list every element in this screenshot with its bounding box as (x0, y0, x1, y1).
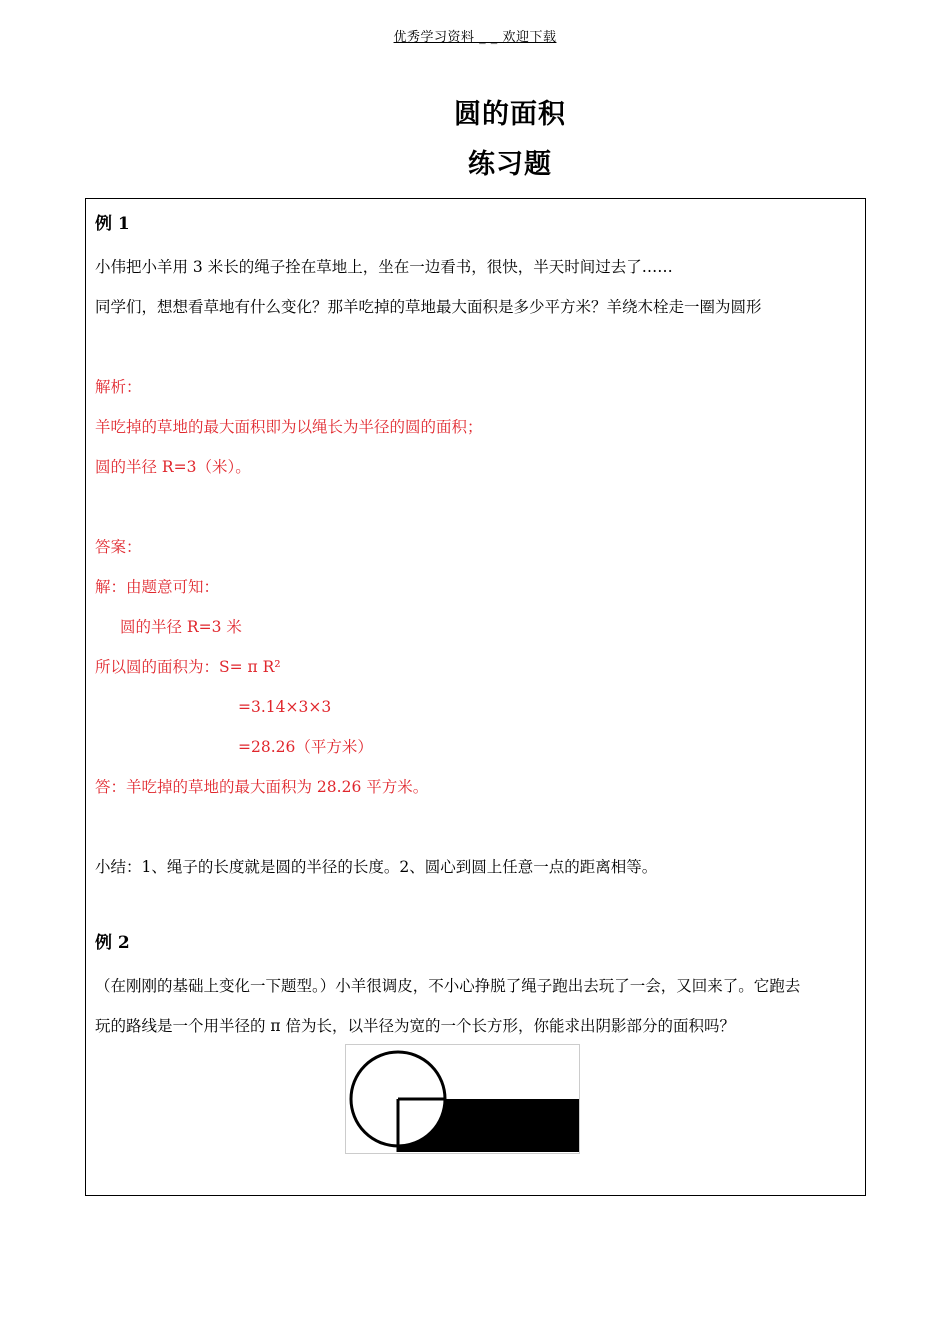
example1-heading: 例 1 (95, 214, 130, 234)
example1-problem-line2: 同学们，想想看草地有什么变化？那羊吃掉的草地最大面积是多少平方米？羊绕木栓走一圈为圆形 (95, 298, 762, 316)
example1-problem-line1: 小伟把小羊用 3 米长的绳子拴在草地上，坐在一边看书，很快，半天时间过去了…… (95, 258, 673, 276)
solution-step2: =28.26（平方米） (238, 738, 373, 756)
document-title: 圆的面积 (454, 99, 566, 130)
circle-rectangle-figure (345, 1044, 580, 1154)
solution-step1: =3.14×3×3 (238, 698, 332, 716)
analysis-line1: 羊吃掉的草地的最大面积即为以绳长为半径的圆的面积； (95, 418, 483, 436)
solution-intro: 解：由题意可知： (95, 578, 220, 596)
document-subtitle: 练习题 (468, 149, 552, 180)
analysis-label: 解析： (95, 378, 142, 396)
solution-area-formula: 所以圆的面积为：S= π R² (95, 658, 281, 676)
example2-problem-line1: （在刚刚的基础上变化一下题型。）小羊很调皮，不小心挣脱了绳子跑出去玩了一会，又回来了。它跑去 (95, 977, 801, 995)
solution-radius: 圆的半径 R=3 米 (120, 618, 242, 636)
summary-text: 小结：1、绳子的长度就是圆的半径的长度。2、圆心到圆上任意一点的距离相等。 (95, 858, 658, 876)
answer-label: 答案： (95, 538, 142, 556)
page-header (0, 26, 950, 45)
analysis-line2: 圆的半径 R=3（米）。 (95, 458, 251, 476)
final-answer: 答：羊吃掉的草地的最大面积为 28.26 平方米。 (95, 778, 429, 796)
example2-heading: 例 2 (95, 933, 130, 953)
header-text: 优秀学习资料 _ _ 欢迎下载 (393, 30, 557, 45)
example2-problem-line2: 玩的路线是一个用半径的 π 倍为长，以半径为宽的一个长方形，你能求出阴影部分的面积吗？ (95, 1017, 736, 1035)
